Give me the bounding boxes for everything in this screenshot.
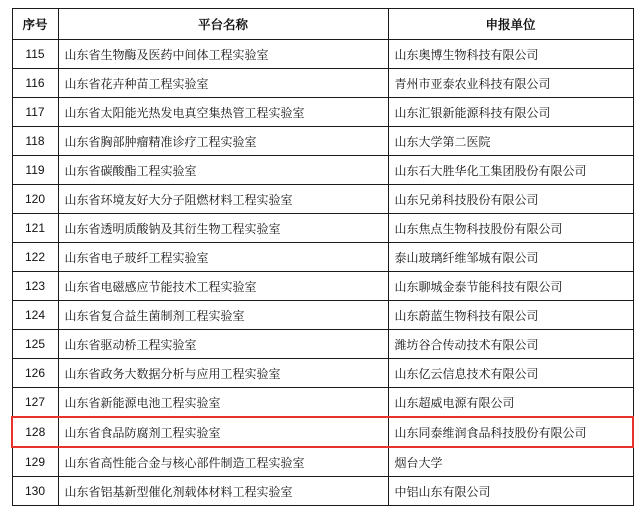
cell-declaring-unit: 山东同泰维润食品科技股份有限公司 — [388, 417, 633, 447]
table-row — [12, 214, 633, 243]
table-row — [12, 185, 633, 214]
cell-no: 121 — [12, 214, 58, 243]
cell-platform-name: 山东省电磁感应节能技术工程实验室 — [58, 272, 388, 301]
table-row — [12, 388, 633, 418]
cell-declaring-unit: 山东超威电源有限公司 — [388, 388, 633, 418]
cell-platform-name: 山东省太阳能光热发电真空集热管工程实验室 — [58, 98, 388, 127]
cell-declaring-unit: 烟台大学 — [388, 447, 633, 477]
cell-declaring-unit: 潍坊谷合传动技术有限公司 — [388, 330, 633, 359]
column-header-no: 序号 — [12, 9, 58, 40]
table-row — [12, 447, 633, 477]
cell-no: 115 — [12, 40, 58, 69]
table-row — [12, 243, 633, 272]
cell-no: 130 — [12, 477, 58, 506]
cell-declaring-unit: 山东大学第二医院 — [388, 127, 633, 156]
cell-no: 117 — [12, 98, 58, 127]
cell-platform-name: 山东省透明质酸钠及其衍生物工程实验室 — [58, 214, 388, 243]
table-row — [12, 272, 633, 301]
cell-no: 120 — [12, 185, 58, 214]
cell-declaring-unit: 山东汇银新能源科技有限公司 — [388, 98, 633, 127]
cell-declaring-unit: 山东蔚蓝生物科技有限公司 — [388, 301, 633, 330]
cell-platform-name: 山东省胸部肿瘤精准诊疗工程实验室 — [58, 127, 388, 156]
cell-platform-name: 山东省环境友好大分子阻燃材料工程实验室 — [58, 185, 388, 214]
cell-platform-name: 山东省驱动桥工程实验室 — [58, 330, 388, 359]
cell-platform-name: 山东省政务大数据分析与应用工程实验室 — [58, 359, 388, 388]
cell-declaring-unit: 泰山玻璃纤维邹城有限公司 — [388, 243, 633, 272]
cell-declaring-unit: 山东焦点生物科技股份有限公司 — [388, 214, 633, 243]
cell-no: 125 — [12, 330, 58, 359]
table-row — [12, 69, 633, 98]
cell-declaring-unit: 山东亿云信息技术有限公司 — [388, 359, 633, 388]
column-header-unit: 申报单位 — [388, 9, 633, 40]
cell-no: 122 — [12, 243, 58, 272]
cell-platform-name: 山东省铝基新型催化剂载体材料工程实验室 — [58, 477, 388, 506]
cell-platform-name: 山东省碳酸酯工程实验室 — [58, 156, 388, 185]
document-page — [0, 8, 643, 499]
cell-declaring-unit: 山东聊城金泰节能科技有限公司 — [388, 272, 633, 301]
cell-no: 128 — [12, 417, 58, 447]
table-row — [12, 301, 633, 330]
cell-platform-name: 山东省花卉种苗工程实验室 — [58, 69, 388, 98]
cell-platform-name: 山东省食品防腐剂工程实验室 — [58, 417, 388, 447]
table-row — [12, 359, 633, 388]
column-header-platform: 平台名称 — [58, 9, 388, 40]
cell-no: 123 — [12, 272, 58, 301]
table-row — [12, 156, 633, 185]
table-header — [12, 9, 633, 40]
table-row — [12, 40, 633, 69]
table-header-row — [12, 9, 633, 40]
cell-platform-name: 山东省复合益生菌制剂工程实验室 — [58, 301, 388, 330]
cell-declaring-unit: 山东奥博生物科技有限公司 — [388, 40, 633, 69]
cell-platform-name: 山东省生物酶及医药中间体工程实验室 — [58, 40, 388, 69]
table-row — [12, 330, 633, 359]
cell-declaring-unit: 山东石大胜华化工集团股份有限公司 — [388, 156, 633, 185]
cell-no: 119 — [12, 156, 58, 185]
cell-no: 129 — [12, 447, 58, 477]
table-body — [12, 40, 633, 506]
cell-platform-name: 山东省高性能合金与核心部件制造工程实验室 — [58, 447, 388, 477]
table-row-highlighted — [12, 417, 633, 447]
table-row — [12, 98, 633, 127]
cell-no: 118 — [12, 127, 58, 156]
table-row — [12, 477, 633, 506]
cell-no: 116 — [12, 69, 58, 98]
cell-declaring-unit: 山东兄弟科技股份有限公司 — [388, 185, 633, 214]
cell-platform-name: 山东省电子玻纤工程实验室 — [58, 243, 388, 272]
cell-no: 124 — [12, 301, 58, 330]
cell-declaring-unit: 中铝山东有限公司 — [388, 477, 633, 506]
table-row — [12, 127, 633, 156]
platform-list-table — [11, 8, 634, 506]
cell-declaring-unit: 青州市亚泰农业科技有限公司 — [388, 69, 633, 98]
cell-platform-name: 山东省新能源电池工程实验室 — [58, 388, 388, 418]
cell-no: 126 — [12, 359, 58, 388]
cell-no: 127 — [12, 388, 58, 418]
